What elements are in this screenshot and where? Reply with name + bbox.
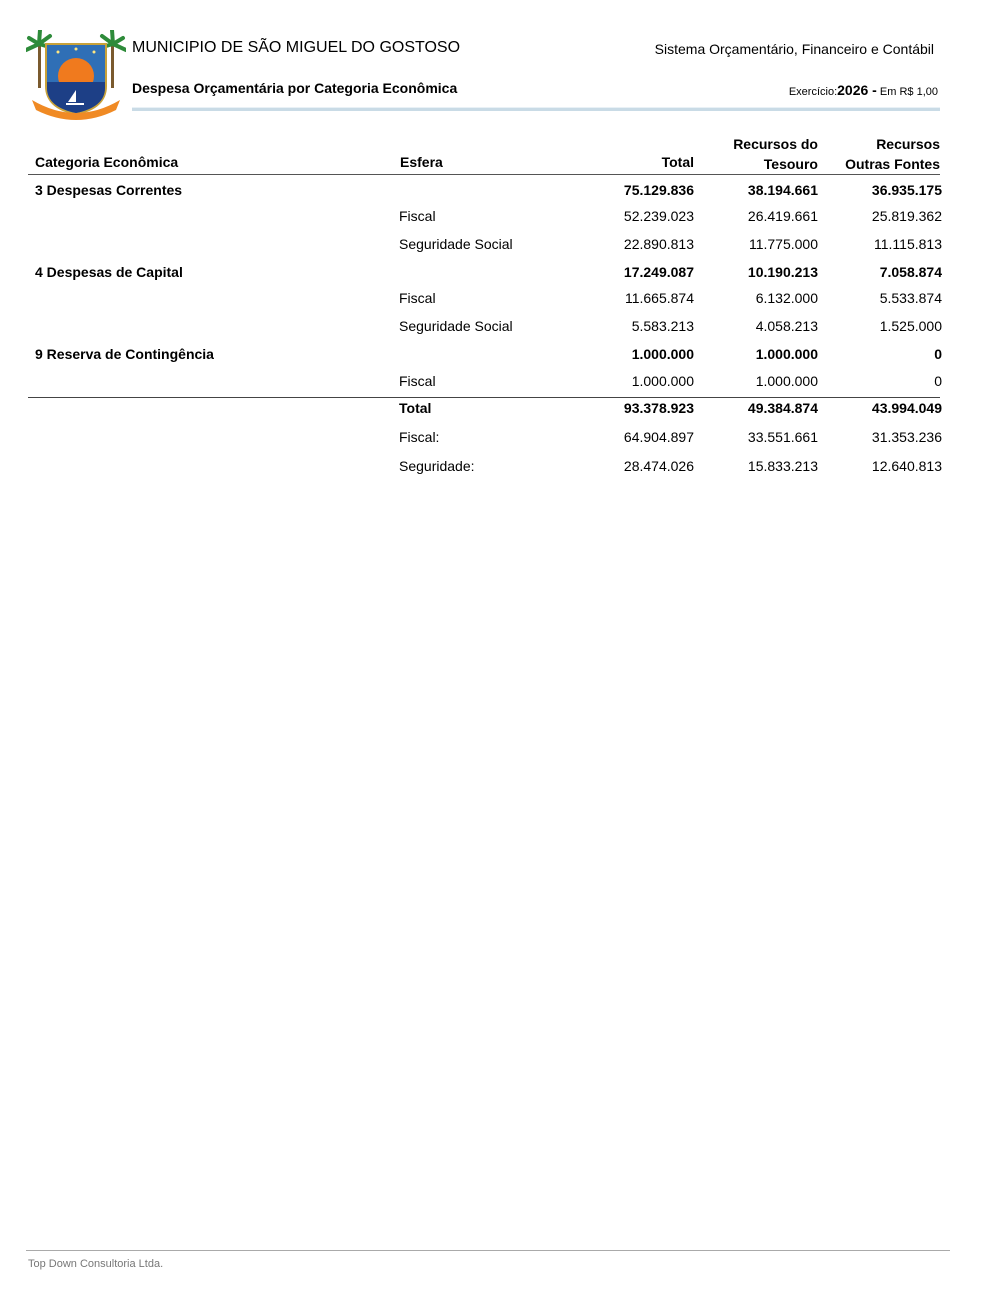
group-total: 1.000.000 bbox=[631, 346, 694, 362]
group-outras: 7.058.874 bbox=[879, 264, 942, 280]
footer-divider bbox=[26, 1250, 950, 1251]
group-tesouro: 1.000.000 bbox=[755, 346, 818, 362]
totals-outras: 43.994.049 bbox=[871, 400, 942, 416]
totals-row-tesouro: 33.551.661 bbox=[747, 429, 818, 445]
col-header-outras-l1: Recursos bbox=[876, 136, 940, 152]
group-tesouro: 10.190.213 bbox=[747, 264, 818, 280]
row-outras: 11.115.813 bbox=[874, 236, 942, 252]
row-esfera: Fiscal bbox=[399, 208, 436, 224]
row-esfera: Seguridade Social bbox=[399, 236, 513, 252]
col-header-tesouro-l1: Recursos do bbox=[733, 136, 818, 152]
group-outras: 36.935.175 bbox=[871, 182, 942, 198]
group-outras: 0 bbox=[934, 346, 942, 362]
row-esfera: Fiscal bbox=[399, 373, 436, 389]
row-outras: 5.533.874 bbox=[879, 290, 942, 306]
totals-rule bbox=[28, 397, 940, 398]
group-total: 17.249.087 bbox=[623, 264, 694, 280]
system-name: Sistema Orçamentário, Financeiro e Contábil bbox=[654, 41, 934, 57]
row-tesouro: 11.775.000 bbox=[748, 236, 818, 252]
group-label: 3 Despesas Correntes bbox=[35, 182, 183, 198]
totals-row-outras: 12.640.813 bbox=[871, 458, 942, 474]
totals-row-total: 64.904.897 bbox=[623, 429, 694, 445]
row-tesouro: 1.000.000 bbox=[755, 373, 818, 389]
row-tesouro: 26.419.661 bbox=[747, 208, 818, 224]
currency-unit: Em R$ 1,00 bbox=[879, 86, 938, 98]
group-label: 9 Reserva de Contingência bbox=[35, 346, 214, 362]
col-header-categoria: Categoria Econômica bbox=[35, 154, 179, 170]
col-header-outras-l2: Outras Fontes bbox=[845, 156, 940, 172]
header-divider bbox=[132, 107, 940, 111]
header-rule bbox=[28, 174, 940, 175]
row-total: 52.239.023 bbox=[623, 208, 694, 224]
row-outras: 1.525.000 bbox=[879, 318, 942, 334]
row-outras: 25.819.362 bbox=[871, 208, 942, 224]
group-total: 75.129.836 bbox=[623, 182, 694, 198]
totals-row-esfera: Fiscal: bbox=[399, 429, 440, 445]
totals-row-tesouro: 15.833.213 bbox=[747, 458, 818, 474]
totals-label: Total bbox=[399, 400, 432, 416]
row-total: 5.583.213 bbox=[631, 318, 694, 334]
group-label: 4 Despesas de Capital bbox=[35, 264, 183, 280]
exercise-year: 2026 - bbox=[837, 82, 877, 98]
row-total: 1.000.000 bbox=[631, 373, 694, 389]
row-esfera: Fiscal bbox=[399, 290, 436, 306]
totals-row-total: 28.474.026 bbox=[623, 458, 694, 474]
col-header-total: Total bbox=[661, 154, 694, 170]
municipality-name: MUNICIPIO DE SÃO MIGUEL DO GOSTOSO bbox=[132, 39, 461, 56]
totals-row-esfera: Seguridade: bbox=[399, 458, 475, 474]
row-outras: 0 bbox=[934, 373, 942, 389]
totals-row-outras: 31.353.236 bbox=[871, 429, 942, 445]
row-tesouro: 6.132.000 bbox=[755, 290, 818, 306]
footer-company: Top Down Consultoria Ltda. bbox=[28, 1258, 164, 1270]
col-header-tesouro-l2: Tesouro bbox=[763, 156, 818, 172]
row-total: 11.665.874 bbox=[624, 290, 694, 306]
row-tesouro: 4.058.213 bbox=[755, 318, 818, 334]
col-header-esfera: Esfera bbox=[400, 154, 443, 170]
row-total: 22.890.813 bbox=[623, 236, 694, 252]
group-tesouro: 38.194.661 bbox=[747, 182, 818, 198]
municipal-coat-of-arms bbox=[26, 30, 126, 122]
totals-tesouro: 49.384.874 bbox=[747, 400, 818, 416]
totals-total: 93.378.923 bbox=[623, 400, 694, 416]
exercise-label: Exercício: bbox=[788, 86, 838, 98]
row-esfera: Seguridade Social bbox=[399, 318, 513, 334]
exercise-info bbox=[789, 82, 938, 98]
report-title: Despesa Orçamentária por Categoria Econômica bbox=[132, 80, 458, 96]
